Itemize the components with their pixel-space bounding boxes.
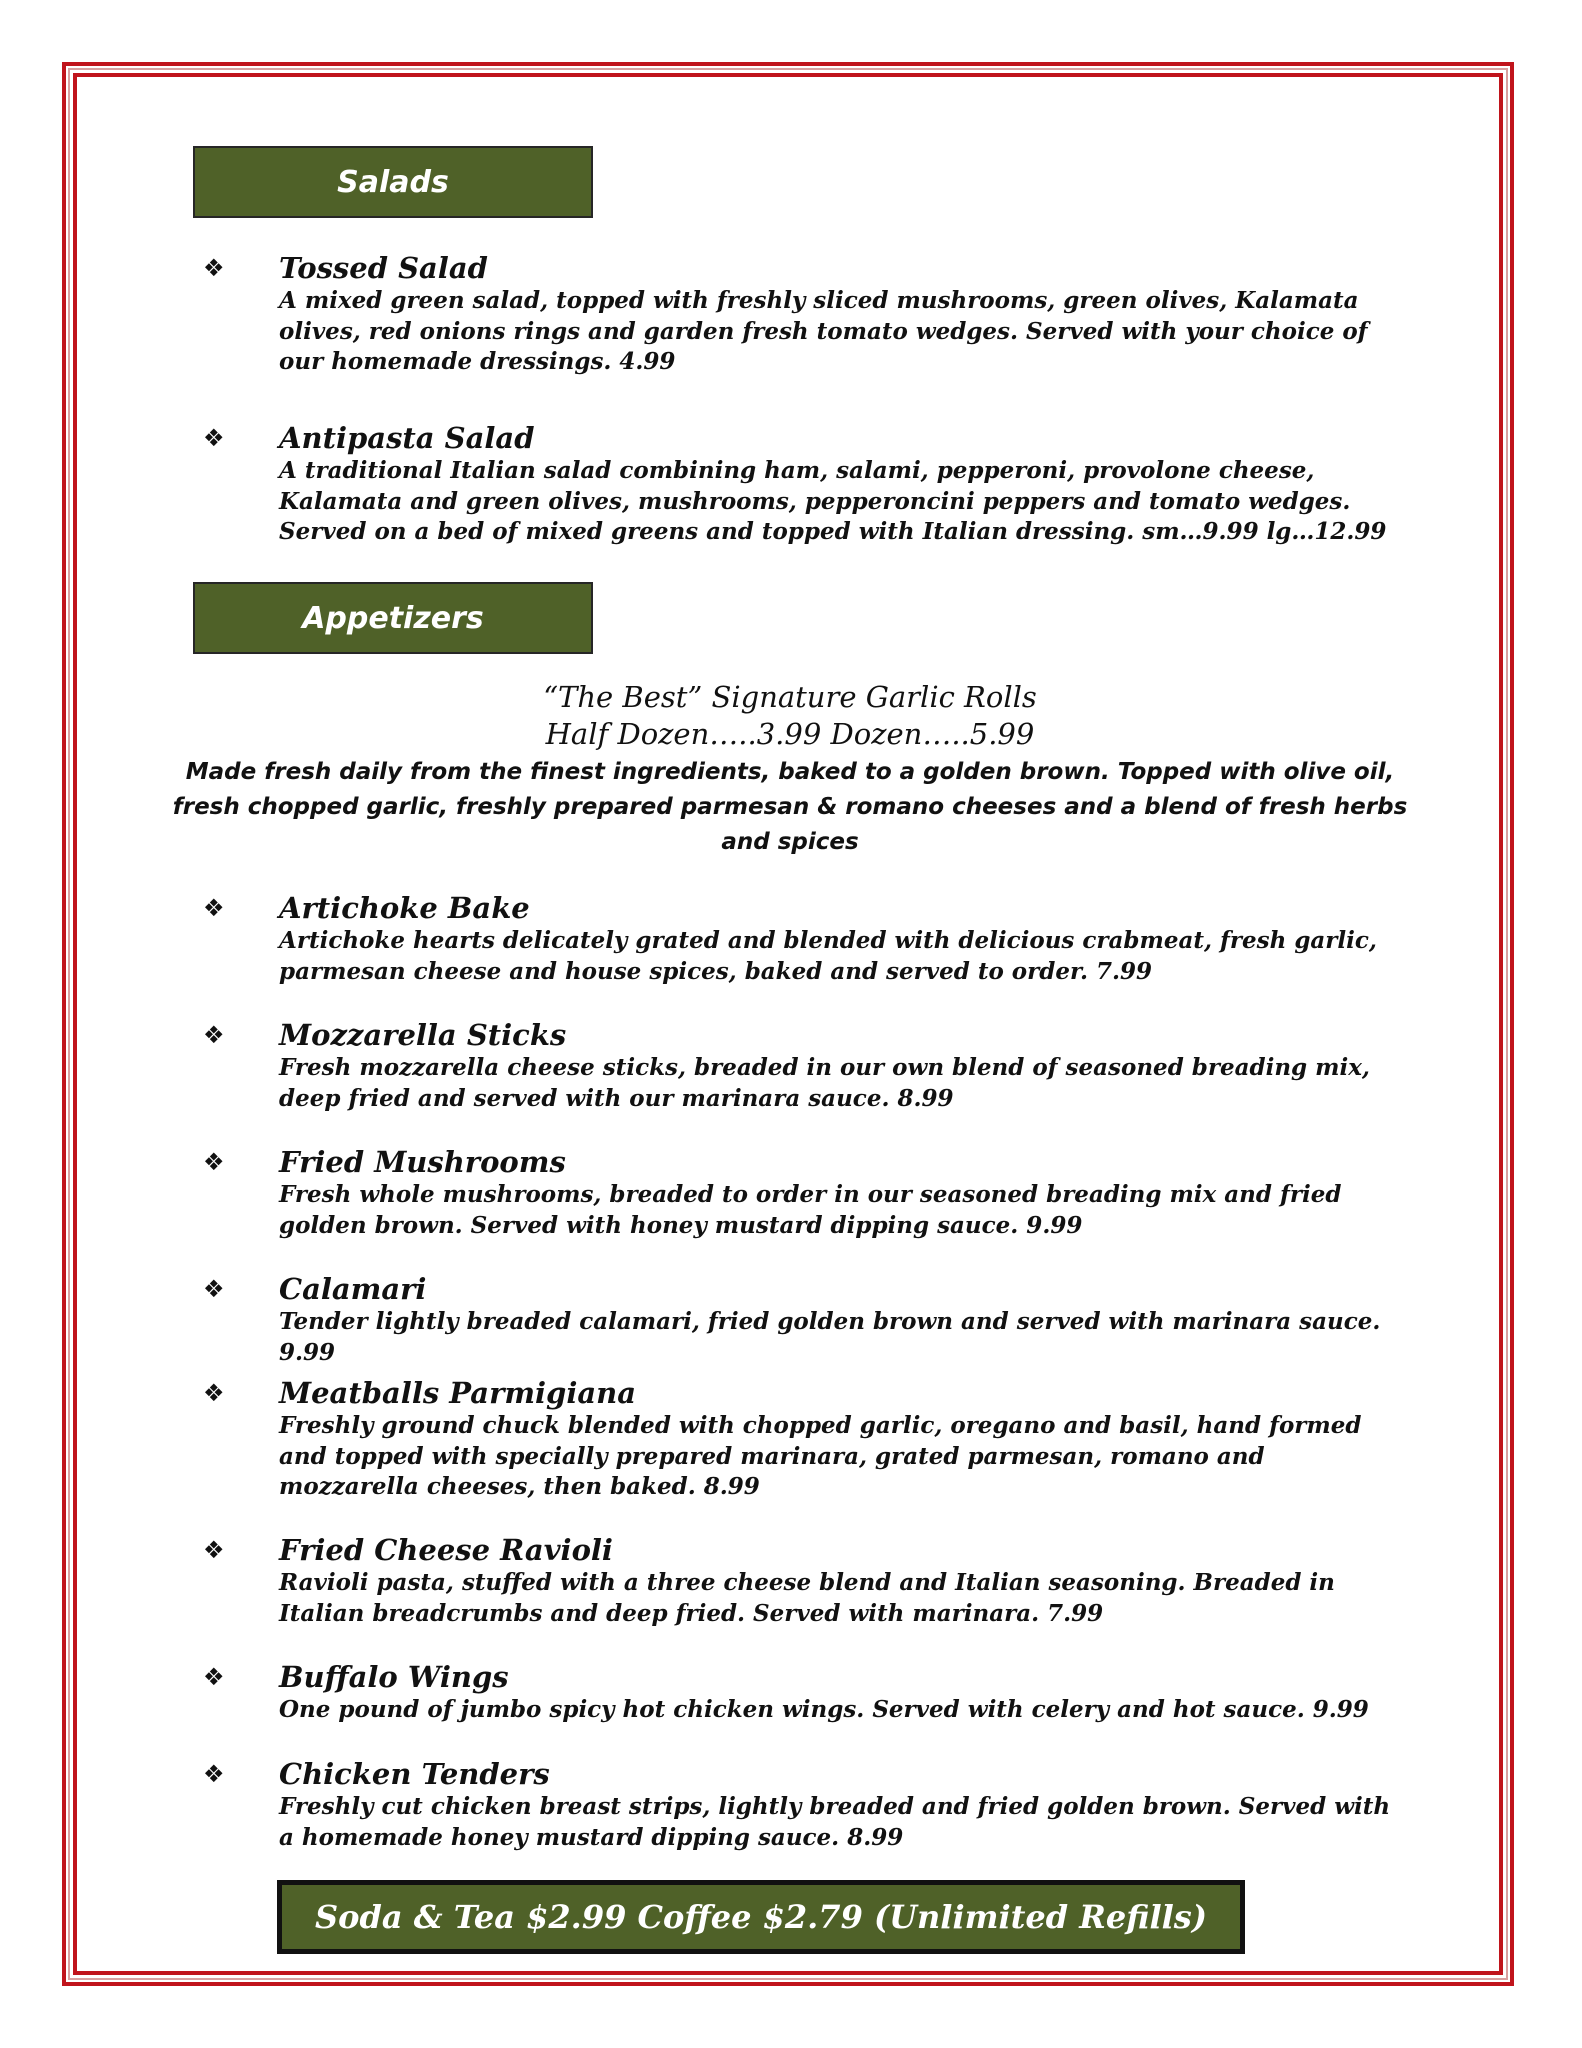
- item-name: Buffalo Wings: [279, 1660, 509, 1694]
- item-name: Calamari: [279, 1272, 427, 1306]
- item-name: Chicken Tenders: [279, 1757, 550, 1791]
- diamond-bullet-icon: ❖: [203, 1536, 225, 1564]
- item-description: A mixed green salad, topped with freshly sliced mushrooms, green olives, Kalamata olives, red onions rings and garden fresh tomato wedges. Served with your choice of our homemade dressings. 4.99: [279, 287, 1368, 375]
- item-description: Tender lightly breaded calamari, fried golden brown and served with marinara sauce. 9.99: [279, 1308, 1381, 1366]
- diamond-bullet-icon: ❖: [203, 1021, 225, 1049]
- menu-item-meatballs-parmigiana: [203, 1375, 1403, 1503]
- menu-item-fried-cheese-ravioli: [203, 1532, 1403, 1629]
- menu-item-fried-mushrooms: [203, 1144, 1403, 1241]
- item-description: Artichoke hearts delicately grated and blended with delicious crabmeat, fresh garlic, parmesan cheese and house spices, baked and served to order. 7.99: [279, 927, 1377, 985]
- item-description: Fresh whole mushrooms, breaded to order in our seasoned breading mix and fried golden brown. Served with honey mustard dipping sauce. 9.99: [279, 1181, 1342, 1239]
- menu-item-antipasta-salad: [203, 420, 1403, 548]
- feature-garlic-rolls: [140, 679, 1440, 860]
- feature-title: “The Best” Signature Garlic Rolls: [543, 680, 1037, 714]
- feature-price: Half Dozen…..3.99 Dozen…..5.99: [545, 717, 1035, 751]
- menu-item-calamari: [203, 1271, 1403, 1368]
- menu-item-buffalo-wings: [203, 1659, 1403, 1726]
- diamond-bullet-icon: ❖: [203, 1760, 225, 1788]
- feature-description: Made fresh daily from the finest ingredients, baked to a golden brown. Topped with olive oil, fresh chopped garlic, freshly prepared parmesan & romano cheeses and a blend of fresh herbs and spices: [172, 759, 1408, 855]
- item-description: Freshly cut chicken breast strips, lightly breaded and fried golden brown. Served with a homemade honey mustard dipping sauce. 8.99: [279, 1793, 1391, 1851]
- appetizers-header: Appetizers: [193, 582, 593, 654]
- diamond-bullet-icon: ❖: [203, 1379, 225, 1407]
- menu-item-chicken-tenders: [203, 1756, 1403, 1853]
- item-name: Antipasta Salad: [279, 421, 535, 455]
- diamond-bullet-icon: ❖: [203, 894, 225, 922]
- item-description: A traditional Italian salad combining ham, salami, pepperoni, provolone cheese, Kalamata and green olives, mushrooms, pepperoncini peppers and tomato wedges. Served on a bed of mixed greens and topped with Italian dressing. sm…9.99 lg…12.99: [279, 457, 1387, 545]
- item-description: Fresh mozzarella cheese sticks, breaded in our own blend of seasoned breading mix, deep fried and served with our marinara sauce. 8.99: [279, 1054, 1370, 1112]
- diamond-bullet-icon: ❖: [203, 254, 225, 282]
- item-name: Fried Cheese Ravioli: [279, 1533, 613, 1567]
- item-description: One pound of jumbo spicy hot chicken wings. Served with celery and hot sauce. 9.99: [279, 1696, 1369, 1723]
- diamond-bullet-icon: ❖: [203, 1663, 225, 1691]
- menu-item-tossed-salad: [203, 250, 1403, 378]
- menu-item-mozzarella-sticks: [203, 1017, 1403, 1114]
- diamond-bullet-icon: ❖: [203, 424, 225, 452]
- item-description: Freshly ground chuck blended with chopped garlic, oregano and basil, hand formed and topped with specially prepared marinara, grated parmesan, romano and mozzarella cheeses, then baked. 8.99: [279, 1412, 1362, 1500]
- item-name: Tossed Salad: [279, 251, 488, 285]
- diamond-bullet-icon: ❖: [203, 1275, 225, 1303]
- drinks-banner: Soda & Tea $2.99 Coffee $2.79 (Unlimited Refills): [277, 1880, 1245, 1954]
- item-description: Ravioli pasta, stuffed with a three cheese blend and Italian seasoning. Breaded in Italian breadcrumbs and deep fried. Served with marinara. 7.99: [279, 1569, 1335, 1627]
- menu-item-artichoke-bake: [203, 890, 1403, 987]
- diamond-bullet-icon: ❖: [203, 1148, 225, 1176]
- item-name: Artichoke Bake: [279, 891, 530, 925]
- item-name: Fried Mushrooms: [279, 1145, 566, 1179]
- item-name: Meatballs Parmigiana: [279, 1376, 637, 1410]
- item-name: Mozzarella Sticks: [279, 1018, 567, 1052]
- salads-header: Salads: [193, 146, 593, 218]
